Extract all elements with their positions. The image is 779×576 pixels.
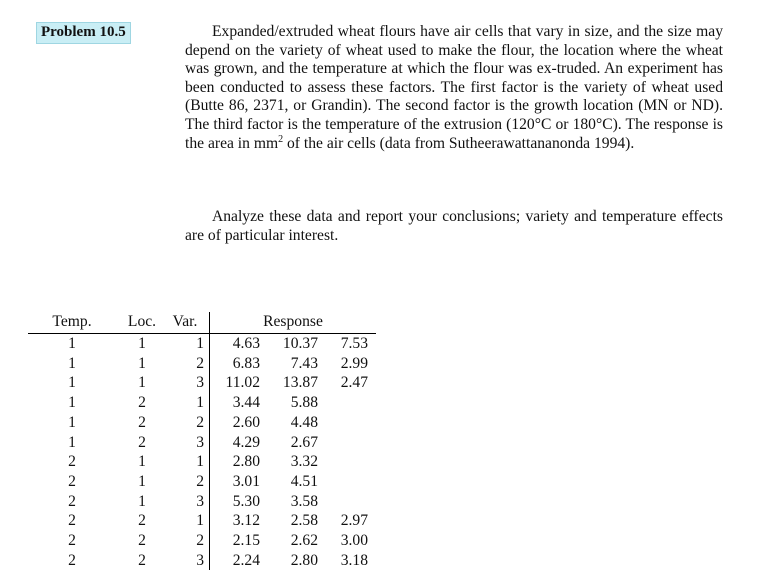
cell-loc: 2	[138, 394, 146, 412]
cell-loc: 1	[138, 472, 146, 490]
cell-response-1: 2.24	[232, 551, 260, 569]
cell-loc: 2	[138, 532, 146, 550]
table-row	[28, 472, 376, 492]
cell-temp: 1	[68, 335, 76, 352]
cell-response-2: 2.80	[290, 551, 318, 569]
cell-loc: 2	[138, 413, 146, 431]
superscript-2: 2	[278, 133, 284, 145]
cell-loc: 1	[138, 335, 146, 352]
cell-temp: 1	[68, 413, 76, 431]
cell-var: 3	[166, 492, 210, 512]
cell-loc: 2	[138, 433, 146, 451]
table-row	[28, 452, 376, 472]
cell-loc: 1	[138, 453, 146, 471]
table-row	[28, 551, 376, 571]
header-response: Response	[210, 312, 377, 334]
cell-response-1: 3.12	[232, 512, 260, 530]
cell-var: 1	[166, 334, 210, 354]
cell-temp: 2	[68, 492, 76, 510]
table-row	[28, 433, 376, 453]
cell-response-1: 4.63	[232, 335, 260, 352]
cell-response-1: 2.60	[232, 413, 260, 431]
table-row	[28, 373, 376, 393]
cell-response-3	[318, 492, 376, 512]
cell-var: 2	[166, 531, 210, 551]
cell-response-2: 10.37	[282, 335, 318, 352]
header-var: Var.	[166, 312, 210, 334]
cell-response-3	[318, 472, 376, 492]
cell-response-1: 3.44	[232, 394, 260, 412]
cell-var: 1	[166, 511, 210, 531]
cell-response-1: 4.29	[232, 433, 260, 451]
cell-response-3: 3.18	[340, 551, 368, 569]
table-header-row	[28, 312, 376, 334]
cell-var: 3	[166, 551, 210, 571]
table-row	[28, 531, 376, 551]
cell-response-2: 2.62	[290, 532, 318, 550]
cell-response-2: 13.87	[282, 374, 318, 392]
cell-temp: 2	[68, 512, 76, 530]
cell-response-3: 3.00	[340, 532, 368, 550]
table-row	[28, 413, 376, 433]
cell-response-3: 7.53	[340, 335, 368, 352]
cell-temp: 2	[68, 472, 76, 490]
cell-temp: 2	[68, 532, 76, 550]
cell-loc: 1	[138, 492, 146, 510]
cell-loc: 1	[138, 354, 146, 372]
cell-response-2: 7.43	[290, 354, 318, 372]
cell-loc: 1	[138, 374, 146, 392]
header-loc: Loc.	[104, 312, 166, 334]
cell-response-2: 4.51	[290, 472, 318, 490]
cell-var: 2	[166, 472, 210, 492]
cell-loc: 2	[138, 512, 146, 530]
table-body	[28, 334, 376, 571]
header-temp: Temp.	[28, 312, 104, 334]
cell-response-3: 2.99	[340, 354, 368, 372]
table-row	[28, 511, 376, 531]
description-text: Expanded/extruded wheat flours have air cells that vary in size, and the size may depend on the variety of wheat used to make the flour, the location where the wheat was grown, and the temperature at which the flour was ex-truded. An experiment has been conducted to assess these factors. The first factor is the variety of wheat used (Butte 86, 2371, or Grandin). The second factor is the growth location (MN or ND). The third factor is the temperature of the extrusion (120°C or 180°C). The response is the area in mm	[185, 23, 723, 152]
cell-loc: 2	[138, 551, 146, 569]
problem-instruction: Analyze these data and report your conclusions; variety and temperature effects are of particular interest.	[185, 208, 723, 244]
problem-description	[185, 23, 723, 153]
cell-var: 2	[166, 354, 210, 374]
cell-temp: 1	[68, 354, 76, 372]
cell-response-2: 4.48	[290, 413, 318, 431]
cell-temp: 1	[68, 394, 76, 412]
cell-response-3	[318, 452, 376, 472]
cell-response-1: 2.80	[232, 453, 260, 471]
cell-response-2: 5.88	[290, 394, 318, 412]
cell-var: 2	[166, 413, 210, 433]
table-row	[28, 334, 376, 354]
cell-response-2: 2.58	[290, 512, 318, 530]
table-row	[28, 492, 376, 512]
table-row	[28, 393, 376, 413]
cell-response-3	[318, 433, 376, 453]
cell-temp: 1	[68, 374, 76, 392]
cell-response-1: 11.02	[225, 374, 260, 392]
cell-response-1: 5.30	[232, 492, 260, 510]
description-text-end: of the air cells (data from Sutheerawattananonda 1994).	[283, 134, 635, 152]
cell-response-3	[318, 393, 376, 413]
cell-response-3: 2.47	[340, 374, 368, 392]
cell-var: 1	[166, 393, 210, 413]
data-table	[28, 312, 376, 570]
cell-response-2: 3.32	[290, 453, 318, 471]
cell-response-3	[318, 413, 376, 433]
cell-var: 3	[166, 433, 210, 453]
cell-response-2: 3.58	[290, 492, 318, 510]
cell-response-1: 6.83	[232, 354, 260, 372]
cell-temp: 2	[68, 453, 76, 471]
cell-temp: 1	[68, 433, 76, 451]
cell-response-2: 2.67	[290, 433, 318, 451]
cell-response-3: 2.97	[340, 512, 368, 530]
problem-badge: Problem 10.5	[36, 22, 131, 44]
cell-response-1: 2.15	[232, 532, 260, 550]
cell-var: 1	[166, 452, 210, 472]
table-row	[28, 354, 376, 374]
cell-response-1: 3.01	[232, 472, 260, 490]
cell-temp: 2	[68, 551, 76, 569]
cell-var: 3	[166, 373, 210, 393]
